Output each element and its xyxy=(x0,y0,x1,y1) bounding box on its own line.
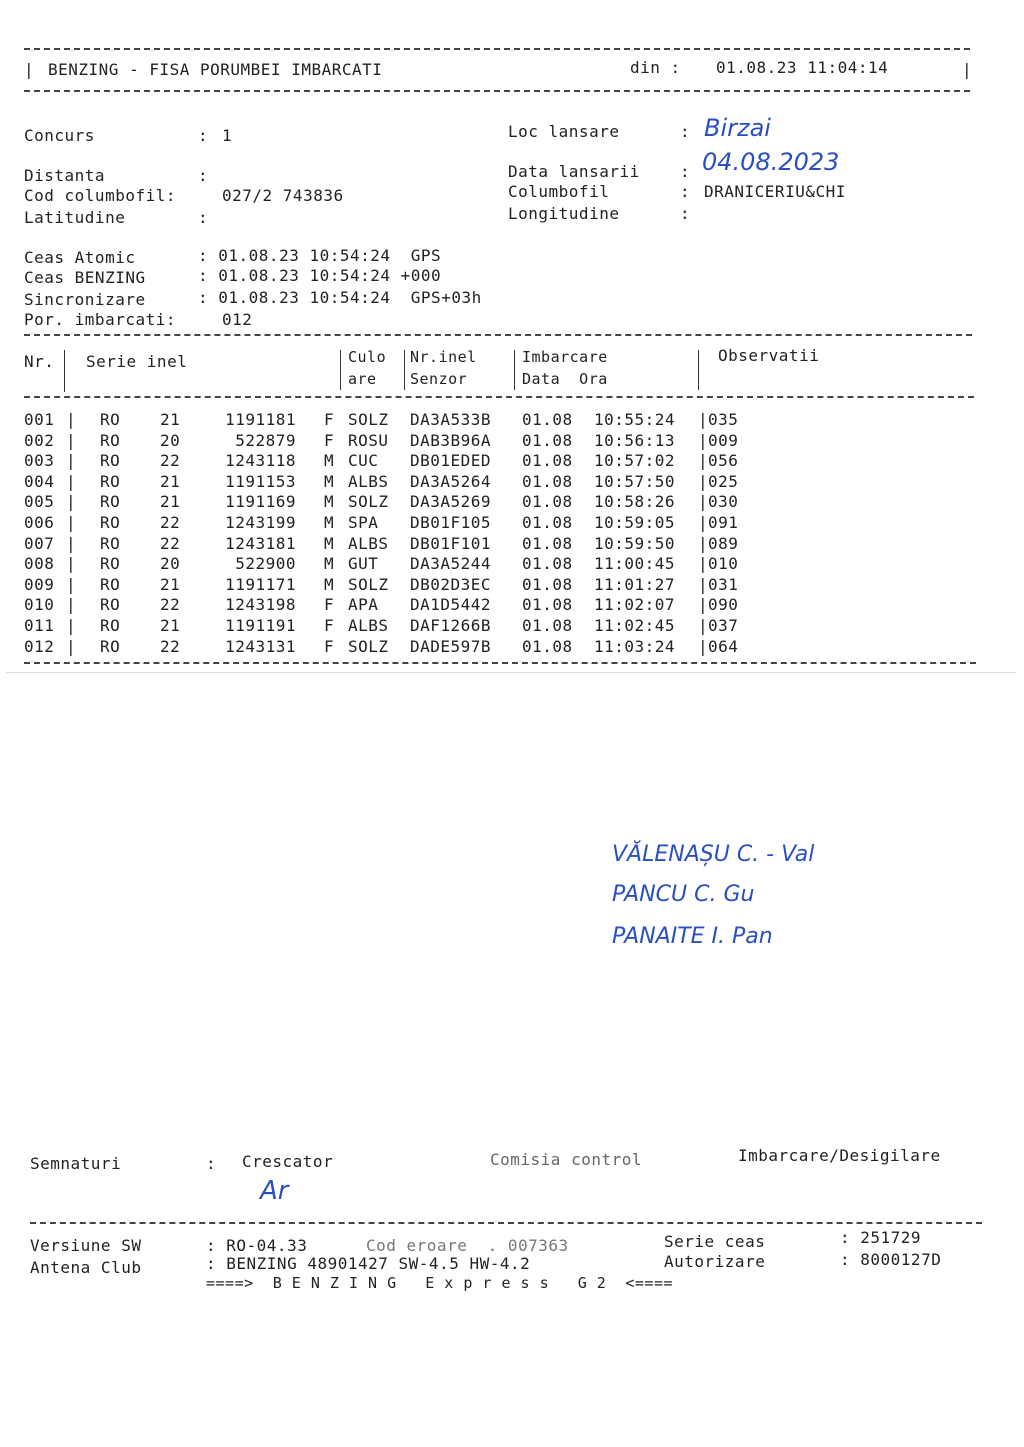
table-bottom-rule xyxy=(24,662,976,664)
porumbei-imbarcati-label: Por. imbarcati: xyxy=(24,310,176,329)
cell-divider: | xyxy=(698,574,709,594)
cell-time: 11:02:07 xyxy=(594,595,676,615)
cell-divider: | xyxy=(66,410,77,429)
columbofil-label: Columbofil xyxy=(508,182,610,201)
table-header-rule xyxy=(24,396,974,398)
cell-divider: | xyxy=(66,636,77,656)
ceas-atomic-value: : 01.08.23 10:54:24 GPS xyxy=(198,246,442,265)
cell-observatii: 090 xyxy=(708,595,739,615)
table-row xyxy=(24,554,984,574)
cell-country: RO xyxy=(100,595,121,615)
cell-divider: | xyxy=(698,533,709,553)
cod-columbofil-value: 027/2 743836 xyxy=(222,186,344,205)
cell-ring-number: 1191169 xyxy=(225,492,296,512)
cell-sex: M xyxy=(324,451,335,471)
cell-date: 01.08 xyxy=(522,410,573,429)
cell-color: ALBS xyxy=(348,533,389,553)
sincronizare-label: Sincronizare xyxy=(24,290,146,309)
cell-observatii: 056 xyxy=(708,451,739,471)
ceas-benzing-label: Ceas BENZING xyxy=(24,268,146,287)
col-header-nr-inel: Nr.inel xyxy=(410,348,477,366)
cell-year: 22 xyxy=(160,595,181,615)
cell-ring-number: 1243199 xyxy=(225,513,296,532)
cell-divider: | xyxy=(698,616,709,635)
cell-nr: 005 xyxy=(24,492,55,512)
cell-divider: | xyxy=(66,471,77,491)
concurs-value: 1 xyxy=(222,126,233,145)
cell-color: SOLZ xyxy=(348,410,389,429)
table-row xyxy=(24,451,984,471)
paper-fold-line xyxy=(6,672,1016,673)
cell-nr: 001 xyxy=(24,410,55,429)
cell-color: SPA xyxy=(348,513,379,532)
cell-country: RO xyxy=(100,513,121,532)
cell-time: 10:57:50 xyxy=(594,471,676,491)
cell-divider: | xyxy=(66,451,77,471)
cell-nr: 007 xyxy=(24,533,55,553)
cell-time: 11:03:24 xyxy=(594,636,676,656)
cell-color: SOLZ xyxy=(348,492,389,512)
col-header-serie: Serie inel xyxy=(86,352,188,371)
cell-observatii: 030 xyxy=(708,492,739,512)
serie-ceas-value: : 251729 xyxy=(840,1228,922,1247)
cell-time: 10:56:13 xyxy=(594,430,676,450)
document-title: BENZING - FISA PORUMBEI IMBARCATI xyxy=(48,60,383,79)
col-header-observatii: Observatii xyxy=(718,346,820,365)
cell-country: RO xyxy=(100,533,121,553)
cell-divider: | xyxy=(698,636,709,656)
cell-ring-number: 1243118 xyxy=(225,451,296,471)
cell-country: RO xyxy=(100,574,121,594)
cell-year: 22 xyxy=(160,451,181,471)
cell-time: 10:57:02 xyxy=(594,451,676,471)
header-top-rule xyxy=(24,48,970,50)
col-divider xyxy=(514,350,515,390)
data-lansarii-handwritten: 04.08.2023 xyxy=(702,148,840,176)
cell-time: 11:01:27 xyxy=(594,574,676,594)
cell-date: 01.08 xyxy=(522,595,573,615)
cell-ring-number: 1243131 xyxy=(225,636,296,656)
col-divider xyxy=(64,350,65,392)
sincronizare-value: : 01.08.23 10:54:24 GPS+03h xyxy=(198,288,482,307)
cell-divider: | xyxy=(698,492,709,512)
cell-ring-number: 522900 xyxy=(235,554,296,574)
cell-divider: | xyxy=(698,513,709,532)
cell-ring-number: 1243181 xyxy=(225,533,296,553)
cell-sensor: DADE597B xyxy=(410,636,492,656)
data-lansarii-colon: : xyxy=(680,162,691,181)
cell-divider: | xyxy=(66,616,77,635)
cell-observatii: 037 xyxy=(708,616,739,635)
cell-nr: 004 xyxy=(24,471,55,491)
cell-sex: F xyxy=(324,430,335,450)
latitudine-label: Latitudine xyxy=(24,208,126,227)
col-header-culoare-2: are xyxy=(348,370,377,388)
cell-sex: M xyxy=(324,533,335,553)
cell-divider: | xyxy=(698,430,709,450)
versiune-sw-label: Versiune SW xyxy=(30,1236,142,1255)
date-label: din : xyxy=(630,58,681,77)
cell-sensor: DAF1266B xyxy=(410,616,492,635)
header-right-bar: | xyxy=(962,60,973,79)
cell-divider: | xyxy=(66,533,77,553)
cell-ring-number: 1191153 xyxy=(225,471,296,491)
serie-ceas-label: Serie ceas xyxy=(664,1232,766,1251)
cell-sensor: DA3A5244 xyxy=(410,554,492,574)
cell-year: 21 xyxy=(160,410,181,429)
cell-country: RO xyxy=(100,616,121,635)
cell-sex: M xyxy=(324,513,335,532)
cod-columbofil-label: Cod columbofil: xyxy=(24,186,176,205)
cell-date: 01.08 xyxy=(522,616,573,635)
table-row xyxy=(24,410,984,430)
cell-year: 20 xyxy=(160,430,181,450)
cell-observatii: 010 xyxy=(708,554,739,574)
cell-date: 01.08 xyxy=(522,451,573,471)
cell-observatii: 089 xyxy=(708,533,739,553)
cell-nr: 008 xyxy=(24,554,55,574)
table-row xyxy=(24,431,984,451)
cell-divider: | xyxy=(698,451,709,471)
cell-time: 10:59:05 xyxy=(594,513,676,532)
cell-sex: M xyxy=(324,554,335,574)
ceas-atomic-label: Ceas Atomic xyxy=(24,248,136,267)
cell-color: ALBS xyxy=(348,471,389,491)
cell-nr: 012 xyxy=(24,636,55,656)
cell-sensor: DA3A5269 xyxy=(410,492,492,512)
header-bottom-rule xyxy=(24,90,970,92)
cell-color: ALBS xyxy=(348,616,389,635)
cell-date: 01.08 xyxy=(522,574,573,594)
cell-divider: | xyxy=(698,410,709,429)
cell-year: 21 xyxy=(160,471,181,491)
autorizare-value: : 8000127D xyxy=(840,1250,942,1269)
cell-time: 11:02:45 xyxy=(594,616,676,635)
cell-country: RO xyxy=(100,410,121,429)
cell-date: 01.08 xyxy=(522,533,573,553)
cell-nr: 011 xyxy=(24,616,55,635)
cell-sex: M xyxy=(324,574,335,594)
col-divider xyxy=(698,350,699,390)
loc-lansare-colon: : xyxy=(680,122,691,141)
cell-year: 21 xyxy=(160,616,181,635)
columbofil-value: DRANICERIU&CHI xyxy=(704,182,846,201)
cell-nr: 002 xyxy=(24,430,55,450)
cell-date: 01.08 xyxy=(522,513,573,532)
col-header-culoare: Culo xyxy=(348,348,387,366)
cell-year: 22 xyxy=(160,513,181,532)
cell-year: 21 xyxy=(160,492,181,512)
cell-nr: 009 xyxy=(24,574,55,594)
concurs-label: Concurs xyxy=(24,126,95,145)
table-row xyxy=(24,472,984,492)
cell-time: 10:59:50 xyxy=(594,533,676,553)
cell-date: 01.08 xyxy=(522,430,573,450)
cell-ring-number: 1191181 xyxy=(225,410,296,429)
table-row xyxy=(24,575,984,595)
cell-divider: | xyxy=(66,595,77,615)
loc-lansare-handwritten: Birzai xyxy=(704,114,771,142)
header-left-bar: | xyxy=(24,60,35,79)
cell-color: CUC xyxy=(348,451,379,471)
cell-observatii: 025 xyxy=(708,471,739,491)
col-divider xyxy=(404,350,405,390)
comisia-control-label: Comisia control xyxy=(490,1150,642,1169)
cell-date: 01.08 xyxy=(522,636,573,656)
porumbei-imbarcati-value: 012 xyxy=(222,310,253,329)
table-row xyxy=(24,637,984,657)
cell-nr: 006 xyxy=(24,513,55,532)
cell-country: RO xyxy=(100,492,121,512)
brand-line: ====> B E N Z I N G E x p r e s s G 2 <==== xyxy=(206,1274,674,1292)
crescator-label: Crescator xyxy=(242,1152,334,1171)
table-row xyxy=(24,595,984,615)
footer-rule xyxy=(30,1222,982,1224)
cell-sex: M xyxy=(324,492,335,512)
table-row xyxy=(24,534,984,554)
cell-color: GUT xyxy=(348,554,379,574)
concurs-colon: : xyxy=(198,126,219,145)
cell-sensor: DB01F105 xyxy=(410,513,492,532)
cell-sensor: DB01F101 xyxy=(410,533,492,553)
cell-ring-number: 1191191 xyxy=(225,616,296,635)
semnaturi-colon: : xyxy=(206,1154,217,1173)
table-row xyxy=(24,616,984,636)
cell-observatii: 031 xyxy=(708,574,739,594)
latitudine-colon: : xyxy=(198,208,209,227)
cell-divider: | xyxy=(698,595,709,615)
longitudine-colon: : xyxy=(680,204,691,223)
cell-sensor: DA3A533B xyxy=(410,410,492,429)
cell-country: RO xyxy=(100,451,121,471)
col-header-data-ora: Data Ora xyxy=(522,370,608,388)
cell-observatii: 064 xyxy=(708,636,739,656)
cell-sensor: DA3A5264 xyxy=(410,471,492,491)
cell-sex: F xyxy=(324,616,335,635)
cell-divider: | xyxy=(66,574,77,594)
cell-divider: | xyxy=(66,430,77,450)
cell-country: RO xyxy=(100,471,121,491)
versiune-sw-value: : RO-04.33 xyxy=(206,1236,308,1255)
cell-divider: | xyxy=(66,513,77,532)
cell-year: 22 xyxy=(160,533,181,553)
cell-sex: F xyxy=(324,595,335,615)
cell-year: 20 xyxy=(160,554,181,574)
cell-ring-number: 1243198 xyxy=(225,595,296,615)
ceas-benzing-value: : 01.08.23 10:54:24 +000 xyxy=(198,266,442,285)
cell-color: APA xyxy=(348,595,379,615)
cell-ring-number: 522879 xyxy=(235,430,296,450)
cell-color: SOLZ xyxy=(348,636,389,656)
longitudine-label: Longitudine xyxy=(508,204,620,223)
cod-eroare: Cod eroare . 007363 xyxy=(366,1236,569,1255)
distanta-label: Distanta xyxy=(24,166,106,185)
col-header-senzor: Senzor xyxy=(410,370,468,388)
cell-sex: F xyxy=(324,636,335,656)
cell-nr: 003 xyxy=(24,451,55,471)
semnaturi-label: Semnaturi xyxy=(30,1154,122,1173)
cell-sensor: DAB3B96A xyxy=(410,430,492,450)
cell-observatii: 091 xyxy=(708,513,739,532)
cell-nr: 010 xyxy=(24,595,55,615)
cell-date: 01.08 xyxy=(522,554,573,574)
crescator-signature: Ar xyxy=(260,1176,289,1206)
cell-sensor: DB02D3EC xyxy=(410,574,492,594)
cell-country: RO xyxy=(100,430,121,450)
cell-divider: | xyxy=(66,554,77,574)
cell-sex: M xyxy=(324,471,335,491)
cell-date: 01.08 xyxy=(522,492,573,512)
pigeon-table xyxy=(24,410,984,660)
cell-time: 10:58:26 xyxy=(594,492,676,512)
handwritten-name-2: PANCU C. Gu xyxy=(612,882,755,907)
cell-country: RO xyxy=(100,636,121,656)
cell-time: 10:55:24 xyxy=(594,410,676,429)
cell-observatii: 009 xyxy=(708,430,739,450)
cell-sensor: DB01EDED xyxy=(410,451,492,471)
table-row xyxy=(24,513,984,533)
handwritten-name-3: PANAITE I. Pan xyxy=(612,924,773,949)
cell-date: 01.08 xyxy=(522,471,573,491)
cell-divider: | xyxy=(66,492,77,512)
cell-sensor: DA1D5442 xyxy=(410,595,492,615)
antena-club-label: Antena Club xyxy=(30,1258,142,1277)
table-top-rule xyxy=(24,334,972,336)
distanta-colon: : xyxy=(198,166,209,185)
table-row xyxy=(24,492,984,512)
imbarcare-desigilare-label: Imbarcare/Desigilare xyxy=(738,1146,941,1165)
columbofil-colon: : xyxy=(680,182,691,201)
data-lansarii-label: Data lansarii xyxy=(508,162,640,181)
col-header-imbarcare: Imbarcare xyxy=(522,348,608,366)
handwritten-name-1: VĂLENAȘU C. - Val xyxy=(612,842,815,867)
cell-ring-number: 1191171 xyxy=(225,574,296,594)
cell-color: SOLZ xyxy=(348,574,389,594)
loc-lansare-label: Loc lansare xyxy=(508,122,620,141)
cell-color: ROSU xyxy=(348,430,389,450)
print-date: 01.08.23 11:04:14 xyxy=(716,58,889,77)
cell-year: 22 xyxy=(160,636,181,656)
cell-divider: | xyxy=(698,471,709,491)
cell-time: 11:00:45 xyxy=(594,554,676,574)
cell-year: 21 xyxy=(160,574,181,594)
col-header-nr: Nr. xyxy=(24,352,55,371)
cell-divider: | xyxy=(698,554,709,574)
antena-club-value: : BENZING 48901427 SW-4.5 HW-4.2 xyxy=(206,1254,531,1273)
cell-sex: F xyxy=(324,410,335,429)
cell-observatii: 035 xyxy=(708,410,739,429)
autorizare-label: Autorizare xyxy=(664,1252,766,1271)
cell-country: RO xyxy=(100,554,121,574)
col-divider xyxy=(340,350,341,390)
